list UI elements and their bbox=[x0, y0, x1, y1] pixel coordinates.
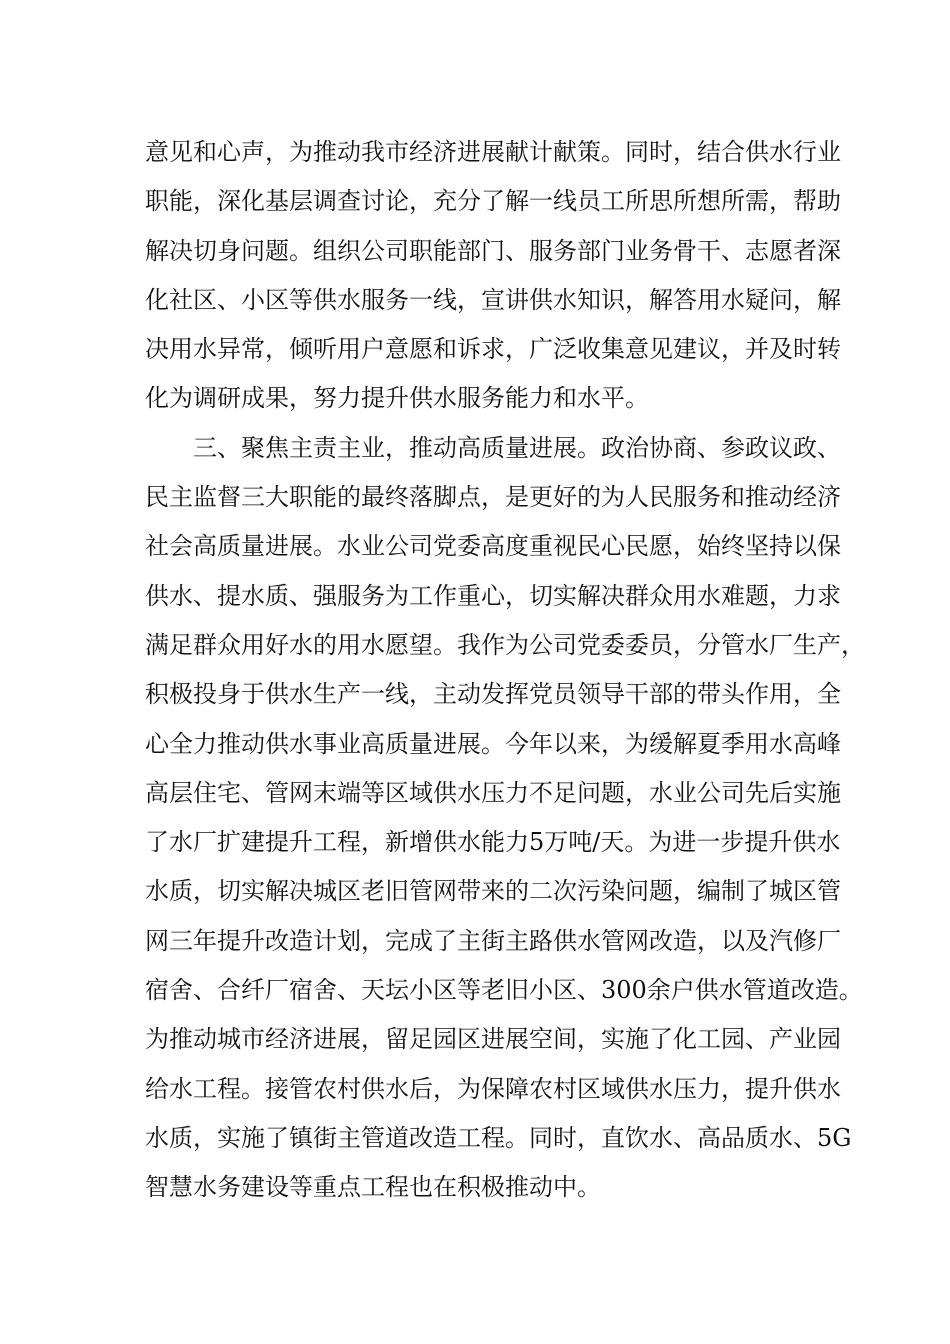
text-line-9: 社会高质量进展。水业公司党委高度重视民心民愿，始终坚持以保 bbox=[145, 532, 841, 561]
text-line-6: 化为调研成果，努力提升供水服务能力和水平。 bbox=[145, 384, 649, 413]
text-line-11: 满足群众用好水的用水愿望。我作为公司党委委员，分管水厂生产， bbox=[145, 630, 865, 659]
text-line-19: 为推动城市经济进展，留足园区进展空间，实施了化工园、产业园 bbox=[145, 1025, 841, 1054]
text-line-10: 供水、提水质、强服务为工作重心，切实解决群众用水难题，力求 bbox=[145, 581, 841, 610]
text-line-17: 网三年提升改造计划，完成了主街主路供水管网改造，以及汽修厂 bbox=[145, 926, 841, 955]
text-line-14: 高层住宅、管网末端等区域供水压力不足问题，水业公司先后实施 bbox=[145, 778, 841, 807]
text-line-13: 心全力推动供水事业高质量进展。今年以来，为缓解夏季用水高峰 bbox=[145, 729, 841, 758]
text-line-15: 了水厂扩建提升工程，新增供水能力5万吨/天。为进一步提升供水 bbox=[145, 828, 841, 857]
text-line-8: 民主监督三大职能的最终落脚点，是更好的为人民服务和推动经济 bbox=[145, 483, 841, 512]
text-line-21: 水质，实施了镇街主管道改造工程。同时，直饮水、高品质水、5G bbox=[145, 1123, 852, 1152]
text-line-4: 化社区、小区等供水服务一线，宣讲供水知识，解答用水疑问，解 bbox=[145, 285, 841, 314]
text-line-16: 水质，切实解决城区老旧管网带来的二次污染问题，编制了城区管 bbox=[145, 877, 841, 906]
body-text bbox=[145, 128, 865, 1213]
text-line-5: 决用水异常，倾听用户意愿和诉求，广泛收集意见建议，并及时转 bbox=[145, 335, 841, 364]
text-line-18: 宿舍、合纤厂宿舍、天坛小区等老旧小区、300余户供水管道改造。 bbox=[145, 976, 863, 1005]
text-line-1: 意见和心声，为推动我市经济进展献计献策。同时，结合供水行业 bbox=[145, 138, 841, 166]
text-line-2: 职能，深化基层调查讨论，充分了解一线员工所思所想所需，帮助 bbox=[145, 187, 841, 216]
text-line-12: 积极投身于供水生产一线，主动发挥党员领导干部的带头作用，全 bbox=[145, 680, 841, 709]
text-line-20: 给水工程。接管农村供水后，为保障农村区域供水压力，提升供水 bbox=[145, 1074, 841, 1103]
text-line-3: 解决切身问题。组织公司职能部门、服务部门业务骨干、志愿者深 bbox=[145, 236, 841, 265]
text-line-22: 智慧水务建设等重点工程也在积极推动中。 bbox=[145, 1173, 601, 1202]
text-line-7: 三、聚焦主责主业，推动高质量进展。政治协商、参政议政、 bbox=[193, 433, 841, 462]
